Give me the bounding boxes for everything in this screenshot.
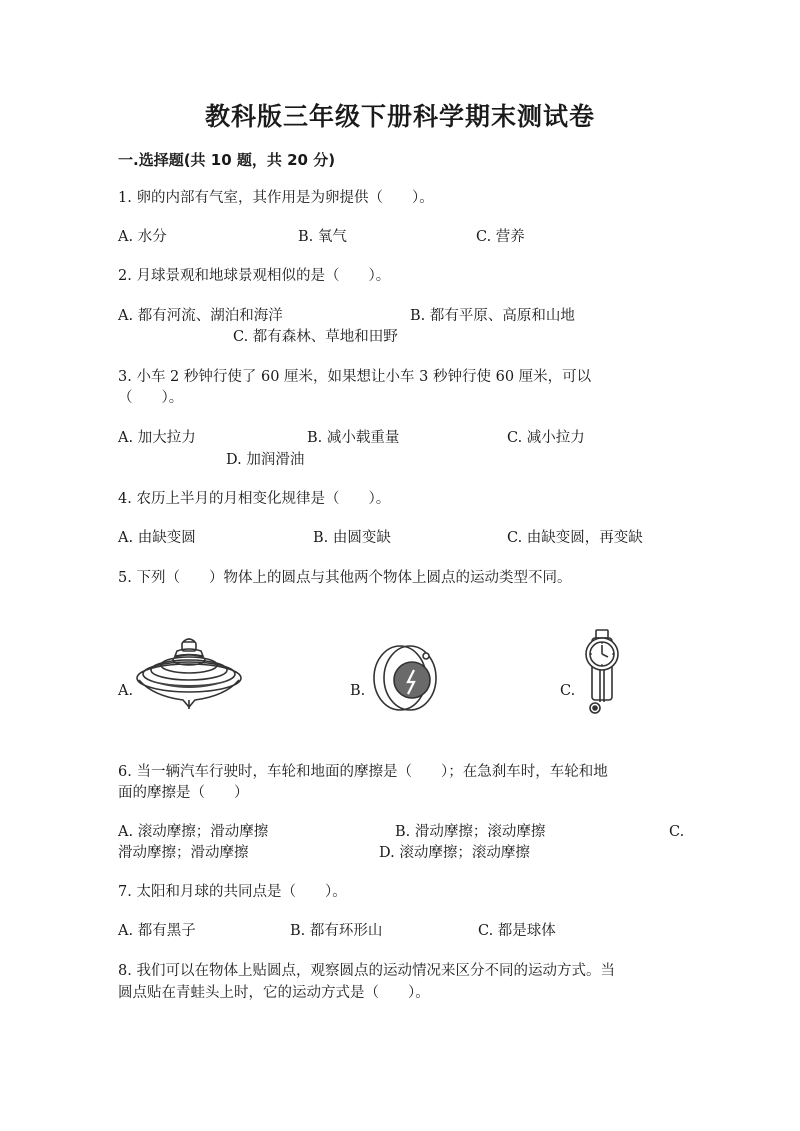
question-7-stem: 7. 太阳和月球的共同点是（ ）。 bbox=[118, 884, 347, 900]
question-2-option-c: C. 都有森林、草地和田野 bbox=[233, 329, 398, 345]
question-8-stem-line-1: 8. 我们可以在物体上贴圆点，观察圆点的运动情况来区分不同的运动方式。当 bbox=[118, 963, 615, 979]
question-6-option-c-text: 滑动摩擦；滑动摩擦 bbox=[118, 845, 249, 861]
question-7-option-a: A. 都有黑子 bbox=[118, 923, 196, 939]
question-3-option-c: C. 减小拉力 bbox=[507, 430, 585, 446]
question-6-option-d: D. 滚动摩擦；滚动摩擦 bbox=[379, 845, 530, 861]
question-3-option-b: B. 减小载重量 bbox=[307, 430, 400, 446]
question-6-stem-line-1: 6. 当一辆汽车行驶时，车轮和地面的摩擦是（ ）；在急刹车时，车轮和地 bbox=[118, 764, 608, 780]
yoyo-icon bbox=[370, 642, 442, 714]
question-8-stem-line-2: 圆点贴在青蛙头上时，它的运动方式是（ ）。 bbox=[118, 985, 430, 1001]
question-6-option-b: B. 滑动摩擦；滚动摩擦 bbox=[395, 824, 546, 840]
question-6-option-a: A. 滚动摩擦；滑动摩擦 bbox=[118, 824, 269, 840]
question-4-option-b: B. 由圆变缺 bbox=[313, 530, 391, 546]
question-5-option-c: C. bbox=[560, 683, 576, 699]
question-6-option-c-label: C. bbox=[669, 824, 685, 840]
question-3-option-a: A. 加大拉力 bbox=[118, 430, 196, 446]
spinning-top-icon bbox=[133, 634, 245, 710]
question-2-option-a: A. 都有河流、湖泊和海洋 bbox=[118, 308, 283, 324]
pendulum-clock-icon bbox=[578, 628, 626, 718]
question-3-stem-line-1: 3. 小车 2 秒钟行使了 60 厘米，如果想让小车 3 秒钟行使 60 厘米，可以 bbox=[118, 369, 592, 385]
question-3-stem-line-2: （ ）。 bbox=[118, 390, 184, 406]
question-1-option-b: B. 氧气 bbox=[298, 229, 347, 245]
section-heading: 一.选择题(共 10 题，共 20 分) bbox=[118, 151, 336, 169]
question-5-option-a: A. bbox=[118, 683, 134, 699]
question-1-option-c: C. 营养 bbox=[476, 229, 525, 245]
question-1-stem: 1. 卵的内部有气室，其作用是为卵提供（ ）。 bbox=[118, 190, 434, 206]
question-6-stem-line-2: 面的摩擦是（ ） bbox=[118, 785, 249, 801]
question-5-option-b: B. bbox=[350, 683, 366, 699]
question-4-option-a: A. 由缺变圆 bbox=[118, 530, 196, 546]
question-7-option-c: C. 都是球体 bbox=[478, 923, 556, 939]
question-4-stem: 4. 农历上半月的月相变化规律是（ ）。 bbox=[118, 491, 391, 507]
question-7-option-b: B. 都有环形山 bbox=[290, 923, 383, 939]
question-2-stem: 2. 月球景观和地球景观相似的是（ ）。 bbox=[118, 268, 391, 284]
question-1-option-a: A. 水分 bbox=[118, 229, 167, 245]
question-5-stem: 5. 下列（ ）物体上的圆点与其他两个物体上圆点的运动类型不同。 bbox=[118, 570, 572, 586]
question-2-option-b: B. 都有平原、高原和山地 bbox=[410, 308, 575, 324]
question-4-option-c: C. 由缺变圆，再变缺 bbox=[507, 530, 643, 546]
page-title: 教科版三年级下册科学期末测试卷 bbox=[204, 102, 595, 131]
question-3-option-d: D. 加润滑油 bbox=[226, 452, 305, 468]
